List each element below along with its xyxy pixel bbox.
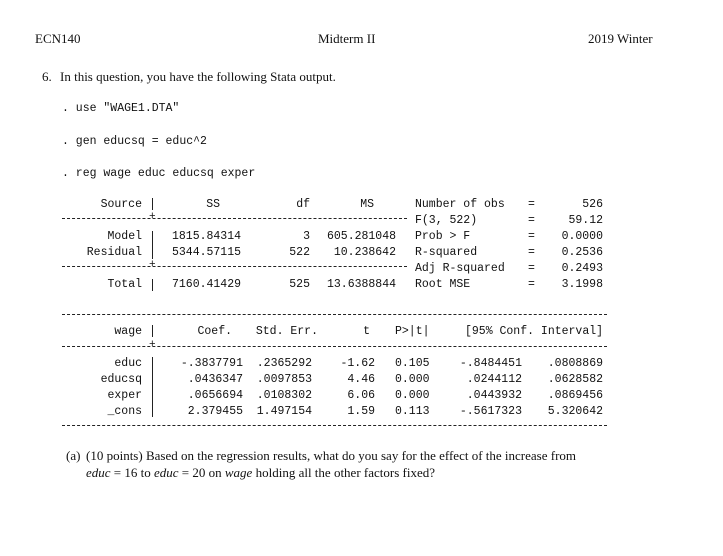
coef-header-se: Std. Err. xyxy=(255,325,318,338)
coef-row-ci-low: .0244112 xyxy=(466,373,522,386)
anova-rule-cross: + xyxy=(149,259,156,271)
stat-value: 3.1998 xyxy=(561,278,603,291)
coef-row-coef: -.3837791 xyxy=(180,357,243,370)
coef-row-t: -1.62 xyxy=(340,357,375,370)
coef-row-se: .0097853 xyxy=(256,373,312,386)
question-text: In this question, you have the following Stata output. xyxy=(60,69,336,84)
exam-term: 2019 Winter xyxy=(588,31,653,46)
stat-value: 526 xyxy=(582,198,603,211)
course-code: ECN140 xyxy=(35,31,81,46)
coef-rule-bottom xyxy=(62,425,607,426)
anova-total-df: 525 xyxy=(289,278,310,291)
coef-row-ci-high: 5.320642 xyxy=(547,405,603,418)
coef-header-coef: Coef. xyxy=(197,325,232,338)
coef-row-p: 0.000 xyxy=(395,373,430,386)
stat-eq: = xyxy=(528,198,535,211)
stat-value: 0.0000 xyxy=(561,230,603,243)
coef-row-coef: 2.379455 xyxy=(187,405,243,418)
coef-row-t: 6.06 xyxy=(347,389,375,402)
coef-row-t: 4.46 xyxy=(347,373,375,386)
anova-total-ms: 13.6388844 xyxy=(326,278,396,291)
anova-header-df: df xyxy=(296,198,310,211)
coef-row-se: .0108302 xyxy=(256,389,312,402)
anova-header-ms: MS xyxy=(360,198,374,211)
var-educ: educ xyxy=(154,465,179,480)
stat-value: 0.2536 xyxy=(561,246,603,259)
coef-header-p: P>|t| xyxy=(395,325,430,338)
part-a-label: (a) xyxy=(66,448,81,463)
coef-row-ci-low: .0443932 xyxy=(466,389,522,402)
part-a-points: (10 points) xyxy=(86,448,143,463)
anova-separator xyxy=(152,279,153,291)
stat-label: Prob > F xyxy=(415,230,471,243)
eq-from: = 16 to xyxy=(113,465,151,480)
coef-header-dep: wage xyxy=(114,325,142,338)
stat-value: 59.12 xyxy=(568,214,603,227)
coef-header-ci: [95% Conf. Interval] xyxy=(465,325,604,338)
stat-label: F(3, 522) xyxy=(415,214,478,227)
coef-header-t: t xyxy=(363,325,370,338)
question-number: 6. xyxy=(42,69,52,84)
anova-total-ss: 7160.41429 xyxy=(172,278,242,291)
stat-label: Number of obs xyxy=(415,198,505,211)
part-a-text: Based on the regression results, what do you say for the effect of the increase from xyxy=(145,448,577,463)
exam-title: Midterm II xyxy=(318,31,376,46)
coef-separator xyxy=(152,325,153,337)
anova-total-source: Total xyxy=(107,278,142,291)
coef-row-p: 0.000 xyxy=(395,389,430,402)
var-educ: educ xyxy=(86,465,111,480)
coef-row-coef: .0436347 xyxy=(187,373,243,386)
stat-label: R-squared xyxy=(415,246,478,259)
anova-row-source: Model xyxy=(107,230,142,243)
anova-header-ss: SS xyxy=(206,198,220,211)
coef-row-se: 1.497154 xyxy=(256,405,312,418)
coef-row-se: .2365292 xyxy=(256,357,312,370)
anova-row-source: Residual xyxy=(86,246,142,259)
stata-command-gen: . gen educsq = educ^2 xyxy=(62,135,207,148)
stat-eq: = xyxy=(528,230,535,243)
coef-row-var: educ xyxy=(114,357,142,370)
coef-row-ci-low: -.8484451 xyxy=(459,357,522,370)
coef-row-coef: .0656694 xyxy=(187,389,243,402)
anova-separator xyxy=(152,231,153,259)
question-part-a xyxy=(66,447,666,481)
stat-label: Adj R-squared xyxy=(415,262,505,275)
anova-row-ms: 605.281048 xyxy=(326,230,396,243)
stat-value: 0.2493 xyxy=(561,262,603,275)
anova-row-ss: 5344.57115 xyxy=(172,246,242,259)
coef-row-p: 0.113 xyxy=(395,405,430,418)
coef-rule-top xyxy=(62,314,607,315)
anova-separator xyxy=(152,198,153,210)
coef-rule-cross: + xyxy=(149,339,156,351)
var-wage: wage xyxy=(224,465,253,480)
coef-row-var: exper xyxy=(107,389,142,402)
coef-row-ci-high: .0869456 xyxy=(547,389,603,402)
anova-row-ss: 1815.84314 xyxy=(172,230,242,243)
coef-row-ci-high: .0808869 xyxy=(547,357,603,370)
coef-separator xyxy=(152,357,153,417)
part-a-text-end: holding all the other factors fixed? xyxy=(255,465,436,480)
coef-rule-mid xyxy=(62,346,607,347)
anova-rule-bottom xyxy=(62,266,407,267)
anova-row-df: 3 xyxy=(303,230,310,243)
coef-row-p: 0.105 xyxy=(395,357,430,370)
stat-eq: = xyxy=(528,278,535,291)
coef-row-ci-low: -.5617323 xyxy=(459,405,522,418)
anova-row-df: 522 xyxy=(289,246,310,259)
stata-command-use: . use "WAGE1.DTA" xyxy=(62,102,180,115)
coef-row-var: educsq xyxy=(100,373,142,386)
coef-row-ci-high: .0628582 xyxy=(547,373,603,386)
stat-eq: = xyxy=(528,214,535,227)
anova-rule-top xyxy=(62,218,407,219)
anova-rule-cross: + xyxy=(149,211,156,223)
stat-eq: = xyxy=(528,262,535,275)
anova-header-source: Source xyxy=(100,198,142,211)
coef-row-t: 1.59 xyxy=(347,405,375,418)
stata-command-reg: . reg wage educ educsq exper xyxy=(62,167,256,180)
anova-row-ms: 10.238642 xyxy=(333,246,396,259)
stat-eq: = xyxy=(528,246,535,259)
eq-to: = 20 on xyxy=(181,465,222,480)
stat-label: Root MSE xyxy=(415,278,471,291)
coef-row-var: _cons xyxy=(107,405,142,418)
